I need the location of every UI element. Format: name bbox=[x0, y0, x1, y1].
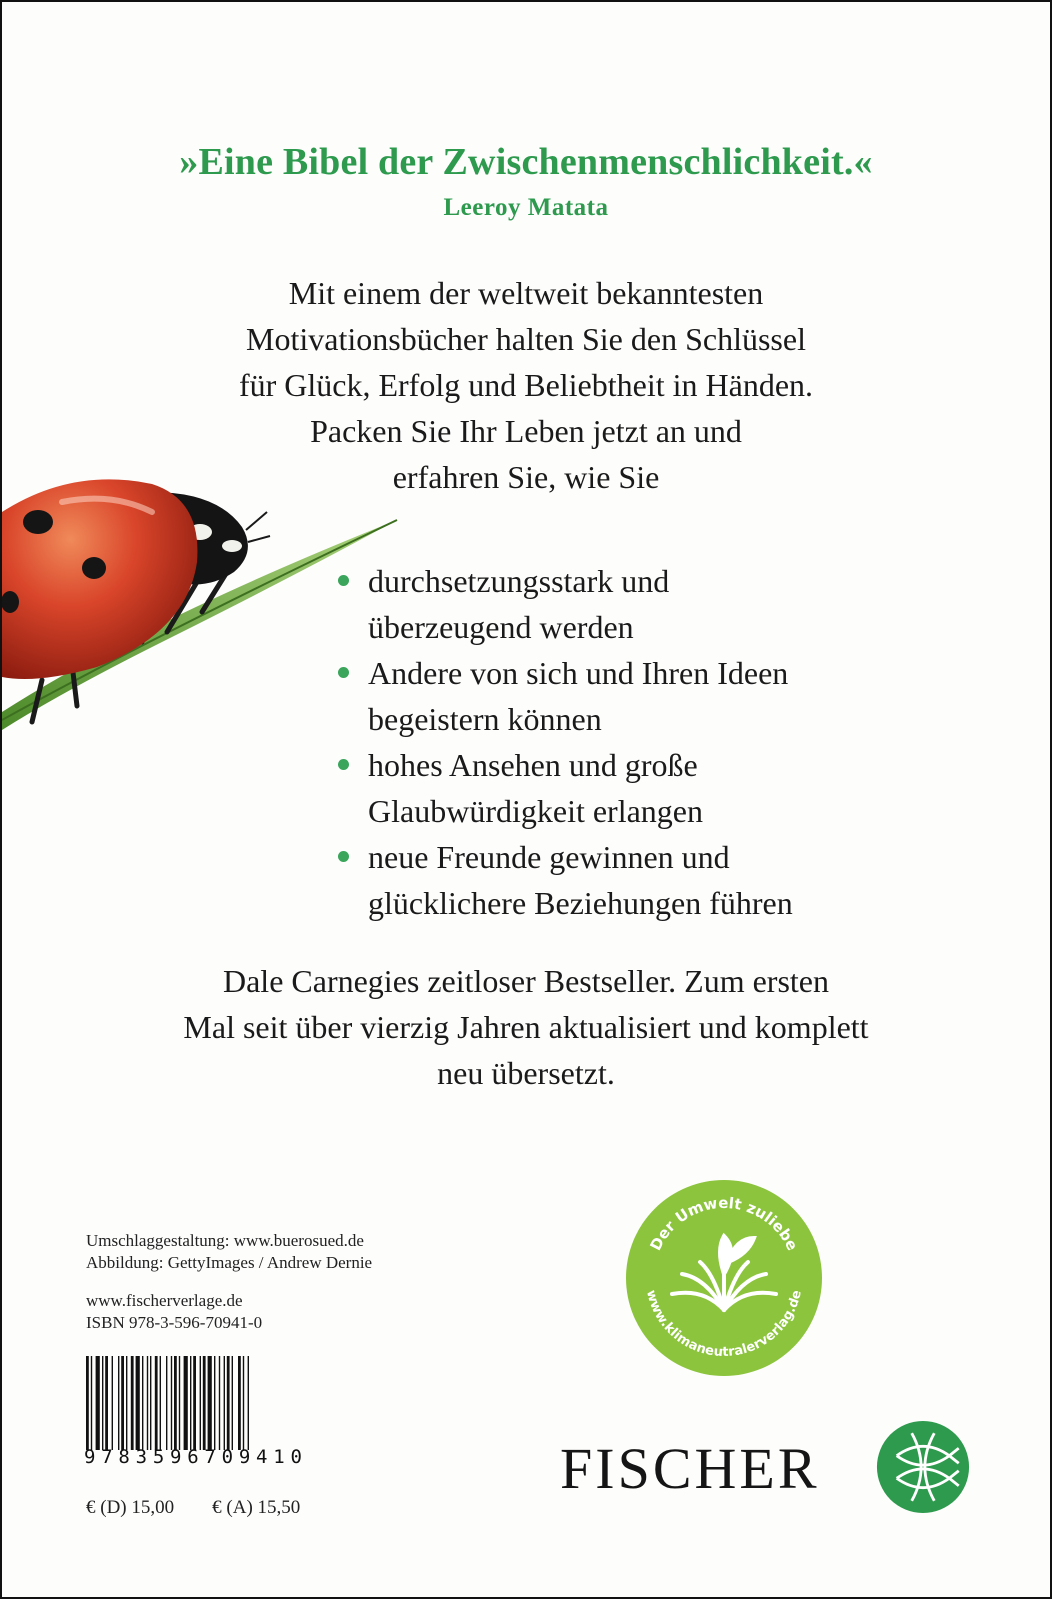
barcode-digit: 6 bbox=[187, 1446, 199, 1468]
barcode-digit: 0 bbox=[221, 1446, 234, 1468]
price-austria: € (A) 15,50 bbox=[212, 1497, 301, 1518]
intro-line: erfahren Sie, wie Sie bbox=[392, 459, 660, 495]
closing-line: Dale Carnegies zeitloser Bestseller. Zum ersten bbox=[222, 963, 829, 999]
barcode-digits bbox=[84, 1446, 302, 1468]
barcode-digit: 0 bbox=[290, 1446, 302, 1468]
list-item bbox=[338, 650, 1018, 742]
barcode-digit: 5 bbox=[152, 1446, 165, 1468]
fish-logo-icon bbox=[876, 1420, 970, 1514]
list-item-line: begeistern können bbox=[368, 701, 602, 737]
credits-block bbox=[86, 1230, 372, 1334]
climate-neutral-seal bbox=[624, 1178, 824, 1378]
list-item-line: neue Freunde gewinnen und bbox=[368, 839, 730, 875]
list-item-line: glücklichere Beziehungen führen bbox=[368, 885, 793, 921]
bullet-dot bbox=[338, 851, 349, 862]
list-item-line: Andere von sich und Ihren Ideen bbox=[368, 655, 789, 691]
barcode-digit: 7 bbox=[101, 1446, 113, 1468]
barcode-digit: 9 bbox=[170, 1446, 182, 1468]
price-block bbox=[86, 1497, 300, 1519]
list-item bbox=[338, 742, 1018, 834]
cover-design-credit: Umschlaggestaltung: www.buerosued.de bbox=[86, 1231, 364, 1250]
bullet-dot bbox=[338, 667, 349, 678]
price-germany: € (D) 15,00 bbox=[86, 1497, 175, 1518]
barcode-bars bbox=[84, 1356, 302, 1450]
barcode-digit: 9 bbox=[238, 1446, 251, 1468]
barcode-digit: 8 bbox=[118, 1446, 130, 1468]
list-item-line: Glaubwürdigkeit erlangen bbox=[368, 793, 703, 829]
publisher-website: www.fischerverlage.de bbox=[86, 1291, 243, 1310]
list-item-line: hohes Ansehen und große bbox=[368, 747, 698, 783]
seal-top-text: Der Umwelt zuliebe bbox=[646, 1193, 802, 1254]
bullet-dot bbox=[338, 759, 349, 770]
closing-line: neu übersetzt. bbox=[437, 1055, 615, 1091]
closing-paragraph bbox=[2, 958, 1050, 1096]
publisher-brand: FISCHER bbox=[560, 1436, 820, 1501]
closing-line: Mal seit über vierzig Jahren aktualisiert und komplett bbox=[183, 1009, 869, 1045]
list-item bbox=[338, 558, 1018, 650]
intro-line: Motivationsbücher halten Sie den Schlüssel bbox=[246, 321, 806, 357]
list-item bbox=[338, 834, 1018, 926]
list-item-line: überzeugend werden bbox=[368, 609, 634, 645]
quote-block bbox=[2, 140, 1050, 222]
barcode-digit: 3 bbox=[135, 1446, 148, 1468]
intro-line: Packen Sie Ihr Leben jetzt an und bbox=[310, 413, 742, 449]
intro-line: für Glück, Erfolg und Beliebtheit in Händen. bbox=[238, 367, 814, 403]
isbn-text: ISBN 978-3-596-70941-0 bbox=[86, 1313, 263, 1332]
quote-author: Leeroy Matata bbox=[443, 194, 609, 221]
barcode-digit: 4 bbox=[256, 1446, 268, 1468]
barcode-digit: 1 bbox=[273, 1446, 285, 1468]
list-item-line: durchsetzungsstark und bbox=[368, 563, 670, 599]
image-credit: Abbildung: GettyImages / Andrew Dernie bbox=[86, 1253, 373, 1272]
barcode-digit: 7 bbox=[204, 1446, 216, 1468]
barcode bbox=[84, 1356, 302, 1468]
intro-paragraph bbox=[2, 270, 1050, 500]
bullet-dot bbox=[338, 575, 349, 586]
quote-text: »Eine Bibel der Zwischenmenschlichkeit.« bbox=[179, 141, 873, 183]
benefit-list bbox=[338, 558, 1018, 926]
seal-bottom-text: www.klimaneutralerverlag.de bbox=[643, 1288, 805, 1361]
intro-line: Mit einem der weltweit bekanntesten bbox=[288, 275, 764, 311]
barcode-digit: 9 bbox=[84, 1446, 96, 1468]
